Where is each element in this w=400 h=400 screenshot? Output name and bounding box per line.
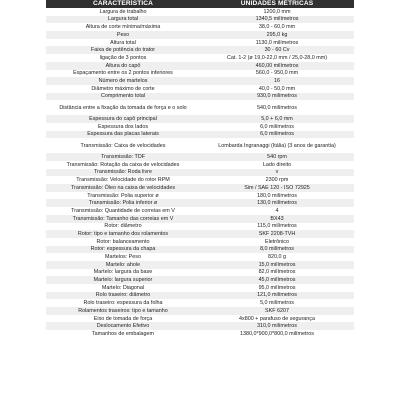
characteristic-cell: Martelos: Peso bbox=[46, 253, 200, 261]
characteristic-cell: Rolo traseiro: diâmetro bbox=[46, 292, 200, 300]
table-row bbox=[46, 16, 354, 24]
table-row bbox=[46, 330, 354, 338]
characteristic-cell: Martelo: largura da base bbox=[46, 269, 200, 277]
table-row bbox=[46, 192, 354, 200]
characteristic-cell: Tamanhos de embalagem bbox=[46, 330, 200, 338]
characteristic-cell: Faixa de potência do trator bbox=[46, 46, 200, 54]
characteristic-cell: Transmissão: Polia superior ø bbox=[46, 192, 200, 200]
table-row bbox=[46, 138, 354, 153]
value-cell: 820,0 g bbox=[200, 253, 354, 261]
table-row bbox=[46, 253, 354, 261]
table-row bbox=[46, 176, 354, 184]
value-cell: 2300 rpm bbox=[200, 176, 354, 184]
value-cell: Cat. 1-2 (ø 19,0-22,0 mm / 25,0-28,0 mm) bbox=[200, 54, 354, 62]
characteristic-cell: ligação de 3 pontos bbox=[46, 54, 200, 62]
characteristic-cell: Transmissão: Roda livre bbox=[46, 169, 200, 177]
table-row bbox=[46, 100, 354, 115]
table-row bbox=[46, 215, 354, 223]
characteristic-cell: Rolamentos traseiros: tipo e tamanho bbox=[46, 307, 200, 315]
value-cell: 180,0 milímetros bbox=[200, 192, 354, 200]
characteristic-cell: Peso bbox=[46, 31, 200, 39]
characteristic-cell: Martelo: Diagonal bbox=[46, 284, 200, 292]
value-cell: 45,0 milímetros bbox=[200, 276, 354, 284]
table-row bbox=[46, 153, 354, 161]
characteristic-cell: Deslocamento Efetivo bbox=[46, 322, 200, 330]
value-cell: 1200,0 mm bbox=[200, 8, 354, 16]
value-cell: Sim / SAE 120 - ISO 72925 bbox=[200, 184, 354, 192]
table-row bbox=[46, 161, 354, 169]
characteristic-cell: Espaçamento entre os 2 pontos inferiores bbox=[46, 70, 200, 78]
characteristic-cell: Rotor: diâmetro bbox=[46, 223, 200, 231]
characteristic-cell: Número de martelos bbox=[46, 77, 200, 85]
table-row bbox=[46, 261, 354, 269]
table-row bbox=[46, 70, 354, 78]
characteristic-cell: Altura total bbox=[46, 39, 200, 47]
value-cell: 4 bbox=[200, 207, 354, 215]
value-cell: 82,0 milímetros bbox=[200, 269, 354, 277]
characteristic-cell: Transmissão: Rotação da caixa de velocidades bbox=[46, 161, 200, 169]
table-row bbox=[46, 223, 354, 231]
value-cell: 5,0 + 6,0 mm bbox=[200, 115, 354, 123]
value-cell: 295,0 kg bbox=[200, 31, 354, 39]
table-row bbox=[46, 238, 354, 246]
table-header bbox=[46, 0, 354, 8]
value-cell: 560,0 - 950,0 mm bbox=[200, 70, 354, 78]
value-cell: 8,0 milímetros bbox=[200, 246, 354, 254]
table-row bbox=[46, 23, 354, 31]
characteristic-cell: Martelo: ahole bbox=[46, 261, 200, 269]
table-row bbox=[46, 39, 354, 47]
characteristic-cell: Rotor: balanceamento bbox=[46, 238, 200, 246]
characteristic-cell: Espessura das placas laterais bbox=[46, 131, 200, 139]
characteristic-cell: Espessura do capô principal bbox=[46, 115, 200, 123]
characteristic-cell: Altura do capô bbox=[46, 62, 200, 70]
table-row bbox=[46, 31, 354, 39]
table-row bbox=[46, 276, 354, 284]
characteristic-cell: Distância entre a fixação da tomada de força e o solo bbox=[46, 100, 200, 115]
specifications-table bbox=[46, 0, 354, 338]
characteristic-cell: Altura de corte mínima/máxima bbox=[46, 23, 200, 31]
table-row bbox=[46, 85, 354, 93]
value-cell: Lado direito bbox=[200, 161, 354, 169]
characteristic-cell: Transmissão: Polia inferior ø bbox=[46, 199, 200, 207]
table-row bbox=[46, 199, 354, 207]
value-cell: 540,0 milímetros bbox=[200, 100, 354, 115]
characteristic-cell: Rotor: espessura da chapa bbox=[46, 246, 200, 254]
value-cell: 130,0 milímetros bbox=[200, 199, 354, 207]
characteristic-cell: Comprimento total bbox=[46, 93, 200, 101]
value-cell: 121,0 milímetros bbox=[200, 292, 354, 300]
value-cell: 460,00 milímetros bbox=[200, 62, 354, 70]
value-cell: SKF 2208-TVH bbox=[200, 230, 354, 238]
table-row bbox=[46, 93, 354, 101]
characteristic-cell: Transmissão: Quantidade de correias em V bbox=[46, 207, 200, 215]
table-row bbox=[46, 8, 354, 16]
value-cell: Lombarda Ingranaggi (Itália) (3 anos de garantia) bbox=[200, 138, 354, 153]
value-cell: Eletrônico bbox=[200, 238, 354, 246]
characteristic-cell: Transmissão: TDF bbox=[46, 153, 200, 161]
table-row bbox=[46, 46, 354, 54]
table-row bbox=[46, 299, 354, 307]
value-cell: 38,0 - 60,0 mm bbox=[200, 23, 354, 31]
table-row bbox=[46, 246, 354, 254]
value-cell: BX43 bbox=[200, 215, 354, 223]
value-cell: 5,0 milímetros bbox=[200, 299, 354, 307]
value-cell: 115,0 milímetros bbox=[200, 223, 354, 231]
table-row bbox=[46, 207, 354, 215]
characteristic-cell: Transmissão: Tamanho das correias em V bbox=[46, 215, 200, 223]
table-row bbox=[46, 123, 354, 131]
value-cell: 6,0 milímetros bbox=[200, 131, 354, 139]
value-cell: 540 rpm bbox=[200, 153, 354, 161]
characteristic-cell: Transmissão: Velocidade do rotor RPM bbox=[46, 176, 200, 184]
table-body bbox=[46, 8, 354, 338]
characteristic-cell: Transmissão: Caixa de velocidades bbox=[46, 138, 200, 153]
value-cell: 95,0 milímetros bbox=[200, 284, 354, 292]
characteristic-cell: Martelo: largura superior bbox=[46, 276, 200, 284]
value-cell: 930,0 milímetros bbox=[200, 93, 354, 101]
characteristic-cell: Transmissão: Óleo na caixa de velocidades bbox=[46, 184, 200, 192]
value-cell: 1380,0*900,0*800,0 milímetros bbox=[200, 330, 354, 338]
table-row bbox=[46, 62, 354, 70]
characteristic-cell: Rolo traseiro: espessura da folha bbox=[46, 299, 200, 307]
table-row bbox=[46, 54, 354, 62]
characteristic-cell: Espessura dos lados bbox=[46, 123, 200, 131]
value-cell: 4x800 + parafuso de segurança bbox=[200, 315, 354, 323]
table-row bbox=[46, 315, 354, 323]
value-cell: 40,0 - 50,0 mm bbox=[200, 85, 354, 93]
table-row bbox=[46, 77, 354, 85]
table-row bbox=[46, 307, 354, 315]
value-cell: 30 - 60 Cv bbox=[200, 46, 354, 54]
value-cell: v bbox=[200, 169, 354, 177]
value-cell: 1340,5 milímetros bbox=[200, 16, 354, 24]
header-metric-units: UNIDADES MÉTRICAS bbox=[200, 0, 354, 8]
characteristic-cell: Largura total bbox=[46, 16, 200, 24]
table-row bbox=[46, 292, 354, 300]
characteristic-cell: Rotor: tipo e tamanho dos rolamentos bbox=[46, 230, 200, 238]
value-cell: 6,0 milímetros bbox=[200, 123, 354, 131]
value-cell: 310,0 milímetros bbox=[200, 322, 354, 330]
header-row bbox=[46, 0, 354, 8]
characteristic-cell: Eixo de tomada de força bbox=[46, 315, 200, 323]
table-row bbox=[46, 230, 354, 238]
header-characteristic: CARACTERÍSTICA bbox=[46, 0, 200, 8]
characteristic-cell: Diâmetro máximo de corte bbox=[46, 85, 200, 93]
table-row bbox=[46, 269, 354, 277]
characteristic-cell: Largura de trabalho bbox=[46, 8, 200, 16]
value-cell: 16 bbox=[200, 77, 354, 85]
value-cell: SKF 6207 bbox=[200, 307, 354, 315]
table-row bbox=[46, 131, 354, 139]
table-row bbox=[46, 169, 354, 177]
table-row bbox=[46, 322, 354, 330]
value-cell: 15,0 milímetros bbox=[200, 261, 354, 269]
value-cell: 1130,0 milímetros bbox=[200, 39, 354, 47]
table-row bbox=[46, 284, 354, 292]
table-row bbox=[46, 115, 354, 123]
table-row bbox=[46, 184, 354, 192]
